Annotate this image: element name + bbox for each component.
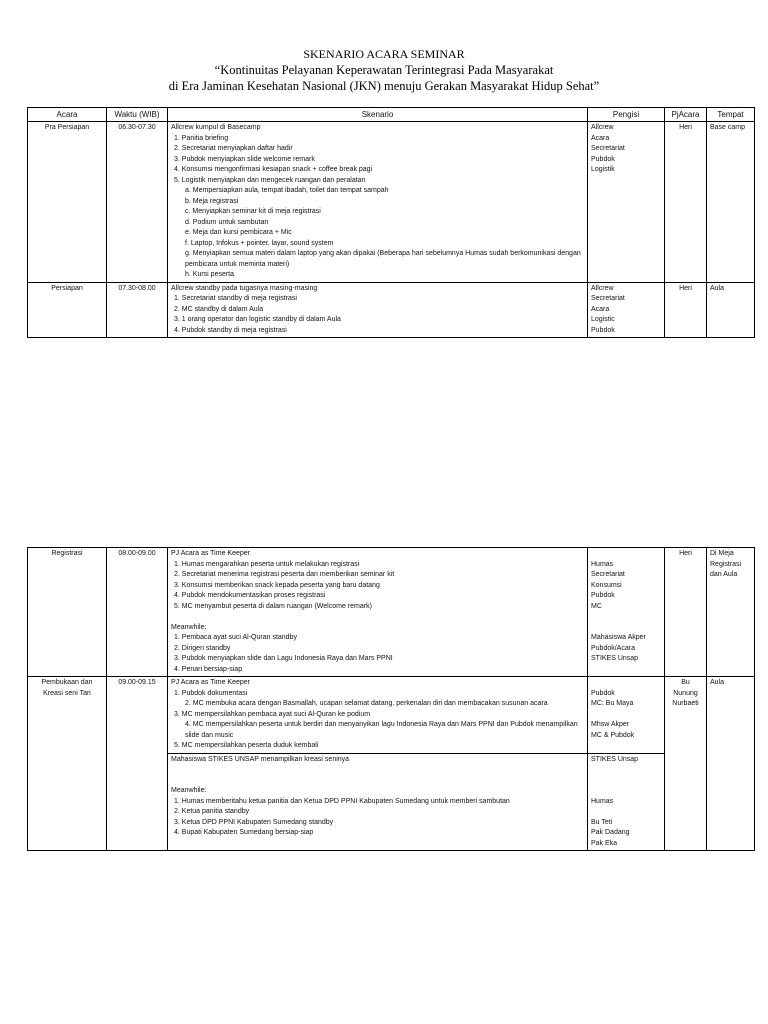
seminar-theme-line-1: “Kontinuitas Pelayanan Keperawatan Terintegrasi Pada Masyarakat [214,63,554,77]
pengisi-line: Humas [591,560,614,568]
skenario-line: 5. MC menyambut peserta di dalam ruangan (Welcome remark) [174,602,372,610]
pengisi-line: MC & Pubdok [591,731,635,739]
skenario-line: PJ Acara as Time Keeper [171,550,250,557]
skenario-line: 2. Secretariat menerima registrasi peserta dan memberikan seminar kit [174,571,395,578]
seminar-theme-line-2: di Era Jaminan Kesehatan Nasional (JKN) menuju Gerakan Masyarakat Hidup Sehat” [168,79,600,93]
skenario-line: e. Meja dan kursi pembicara + Mic [185,229,292,236]
schedule-table-part-1 [27,107,755,338]
skenario-line: 3. Ketua DPD PPNI Kabupaten Sumedang standby [174,818,334,826]
skenario-line: 4. Konsumsi mengonfirmasi kesiapan snack + coffee break pagi [174,166,373,173]
skenario-line: c. Menyiapkan seminar kit di meja registrasi [185,208,321,215]
pengisi-line: Konsumsi [591,581,622,589]
pengisi-line: Pubdok [591,155,615,163]
pengisi-line: MC: Bu Maya [591,700,634,707]
schedule-table-part-2 [27,547,755,851]
skenario-line: 1. Panitia briefing [174,134,229,142]
tempat-cell: Aula [707,282,755,338]
skenario-line: PJ Acara as Time Keeper [171,679,250,686]
acara-cell: Registrasi [28,548,107,677]
skenario-cell [168,548,588,677]
skenario-cell [168,753,588,851]
table-row [28,677,755,754]
col-header-waktu: Waktu (WIB) [107,108,168,122]
skenario-line: 1. Secretariat standby di meja registrasi [174,295,297,302]
waktu-cell: 08.00-09.00 [107,548,168,677]
pengisi-line: Mahasiswa Akper [591,634,646,641]
pengisi-line: Secretariat [591,571,625,578]
skenario-line: Mahasiswa STIKES UNSAP menampilkan kreasi seninya [171,755,350,763]
skenario-cell [168,677,588,754]
table-row [28,122,755,283]
skenario-line: Meanwhile: [171,787,207,794]
pengisi-line: STIKES Unsap [591,655,639,662]
pengisi-line: Logistik [591,166,615,173]
pengisi-line: Allcrew [591,124,614,131]
skenario-cell [168,282,588,338]
skenario-line: 3. Konsumsi memberikan snack kepada peserta yang baru datang [174,581,380,589]
skenario-line: 4. Pubdok mendokumentasikan proses registrasi [174,592,326,599]
skenario-line: 2. Ketua panitia standby [174,808,250,815]
skenario-line: 3. 1 orang operator dan logistic standby di dalam Aula [174,316,341,323]
pengisi-line: Secretariat [591,295,625,302]
pengisi-line: Pubdok [591,592,615,599]
pengisi-line: Mhsw Akper [591,721,630,728]
pengisi-line: STIKES Unsap [591,755,639,763]
tempat-cell: Aula [707,677,755,851]
pengisi-line: Acara [591,305,610,313]
skenario-line: 1. Humas memberitahu ketua panitia dan Ketua DPD PPNI Kabupaten Sumedang untuk memberi sambutan [174,797,510,805]
skenario-line: 4. Penari bersiap-siap [174,665,243,673]
pengisi-line: Logistic [591,316,615,323]
skenario-line: 4. Pubdok standby di meja registrasi [174,326,287,334]
skenario-line: 3. MC mempersilahkan pembaca ayat suci Al-Quran ke podium [174,710,371,718]
document-header [0,46,768,94]
skenario-line: 5. Logistik menyiapkan dan mengecek ruangan dan peralatan [174,176,366,184]
skenario-line: Meanwhile: [171,623,207,631]
tempat-cell: Di Meja Registrasi dan Aula [707,548,755,677]
waktu-cell: 07.30-08.00 [107,282,168,338]
table-header-row [28,108,755,122]
pengisi-line: Pak Dadang [591,829,630,836]
skenario-line: b. Meja registrasi [185,197,239,205]
pengisi-cell [588,122,665,283]
col-header-acara: Acara [28,108,107,122]
skenario-line: 1. Pubdok dokumentasi [174,689,248,697]
pj-acara-cell: Heri [665,122,707,283]
skenario-line: 2. MC standby di dalam Aula [174,305,264,313]
document-title: SKENARIO ACARA SEMINAR [303,47,465,61]
skenario-line: 2. Secretariat menyiapkan daftar hadir [174,145,293,152]
pengisi-line: Bu Teti [591,818,613,826]
skenario-line: 3. Pubdok menyiapkan slide dan Lagu Indonesia Raya dan Mars PPNI [174,655,393,662]
skenario-line: f. Laptop, Infokus + pointer, layar, sound system [185,239,334,247]
skenario-cell [168,122,588,283]
skenario-line: 4. Bupati Kabupaten Sumedang bersiap-siap [174,829,314,836]
pengisi-cell [588,753,665,851]
acara-cell: Pembukaan dan Kreasi seni Tari [28,677,107,851]
table-row [28,282,755,338]
table-row [28,548,755,677]
skenario-line: 2. MC membuka acara dengan Basmallah, ucapan selamat datang, perkenalan diri dan membacakan susunan acara [185,700,548,707]
skenario-line: 1. Humas mengarahkan peserta untuk melakukan registrasi [174,560,360,568]
col-header-pj-acara: PjAcara [665,108,707,122]
skenario-line: d. Podium untuk sambutan [185,218,269,226]
col-header-skenario: Skenario [168,108,588,122]
tempat-cell: Base camp [707,122,755,283]
waktu-cell: 06.30-07.30 [107,122,168,283]
pengisi-line: Secretariat [591,145,625,152]
pengisi-line: Pubdok/Acara [591,644,635,652]
pengisi-line: Allcrew [591,284,614,292]
skenario-line: 5. MC mempersilahkan peserta duduk kembali [174,742,319,749]
pj-acara-cell: Heri [665,548,707,677]
skenario-line: 1. Pembaca ayat suci Al-Quran standby [174,634,297,641]
pengisi-line: Pubdok [591,326,615,334]
pengisi-line: Acara [591,134,610,142]
col-header-tempat: Tempat [707,108,755,122]
pengisi-line: Humas [591,797,614,805]
skenario-line: 3. Pubdok menyiapkan slide welcome remark [174,155,315,163]
skenario-line: g. Menyiapkan semua materi dalam laptop yang akan dipakai (Beberapa hari sebelumnya Humas sudah berkomunikasi dengan pembicara untuk meminta materi) [185,250,581,268]
acara-cell: Pra Persiapan [28,122,107,283]
pengisi-cell [588,548,665,677]
skenario-line: Allcrew standby pada tugasnya masing-masing [171,284,318,292]
pj-acara-cell: Bu Nunung Nurbaeti [665,677,707,851]
pengisi-line: Pubdok [591,689,615,697]
pengisi-cell [588,677,665,754]
acara-cell: Persiapan [28,282,107,338]
waktu-cell: 09.00-09.15 [107,677,168,851]
pengisi-line: Pak Eka [591,839,618,847]
pj-acara-cell: Heri [665,282,707,338]
skenario-line: Allcrew kumpul di Basecamp [171,124,261,131]
pengisi-cell [588,282,665,338]
skenario-line: 2. Dirigen standby [174,644,231,652]
skenario-line: 4. MC mempersilahkan peserta untuk berdiri dan menyanyikan lagu Indonesia Raya dan Mars PPNI dan Pubdok menampilkan slide dan music [185,721,578,739]
skenario-line: h. Kursi peserta [185,271,235,278]
col-header-pengisi: Pengisi [588,108,665,122]
skenario-line: a. Mempersiapkan aula, tempat ibadah, toilet dan tempat sampah [185,187,389,194]
pengisi-line: MC [591,602,602,610]
